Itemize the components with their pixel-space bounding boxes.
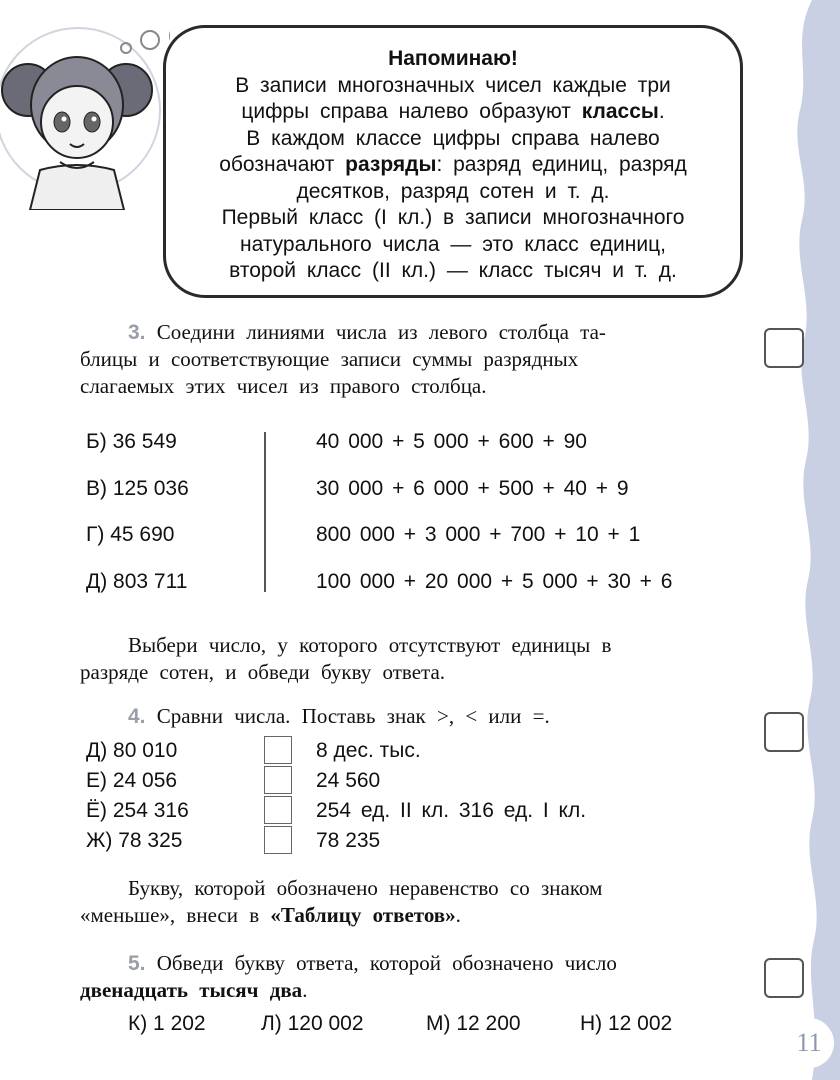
option-l[interactable]: Л) 120 002 [261,1012,364,1035]
task4-text: Сравни числа. Поставь знак >, < или =. [156,704,550,728]
sum-expression[interactable]: 800 000 + 3 000 + 700 + 10 + 1 [316,523,641,546]
sum-expression[interactable]: 100 000 + 20 000 + 5 000 + 30 + 6 [316,570,673,593]
reminder-text-fragment: цифры справа налево образуют [241,100,582,123]
option-m[interactable]: М) 12 200 [426,1012,521,1035]
reminder-line: Первый класс (I кл.) в записи многозначного [221,206,685,229]
sum-expression[interactable]: 40 000 + 5 000 + 600 + 90 [316,430,587,453]
task3-text: Соедини линиями числа из левого столбца та- [156,320,606,344]
option-k[interactable]: К) 1 202 [128,1012,206,1035]
reminder-line: В каждом классе цифры справа налево [246,126,660,150]
reminder-text-fragment: : разряд единиц, разряд [436,153,687,176]
option-g-number[interactable]: Г) 45 690 [86,523,175,546]
sum-expression[interactable]: 30 000 + 6 000 + 500 + 40 + 9 [316,477,629,500]
task3-line: блицы и соответствующие записи суммы разрядных [80,347,579,371]
target-number-words: двенадцать тысяч два [80,978,303,1002]
task-number: 4. [128,705,146,728]
reminder-text-fragment: . [658,100,665,123]
task5-line [80,977,307,1004]
reminder-line [165,152,741,179]
task4-followup: Букву, которой обозначено неравенство со знаком [128,876,603,900]
reminder-text [165,46,741,285]
option-n[interactable]: Н) 12 002 [580,1012,673,1035]
task4-followup [80,902,461,929]
term-ranks: разряды [345,153,437,176]
sign-input-box[interactable] [264,826,292,854]
compare-left: Д) 80 010 [86,739,178,762]
task3-line [128,319,606,346]
compare-right: 254 ед. II кл. 316 ед. I кл. [316,799,587,822]
answer-box-task4[interactable] [764,712,804,752]
compare-right: 8 дес. тыс. [316,739,421,762]
compare-right: 24 560 [316,769,381,792]
compare-left: Е) 24 056 [86,769,178,792]
task-number: 3. [128,321,146,344]
sign-input-box[interactable] [264,796,292,824]
task4-followup-text: «меньше», внеси в [80,903,271,927]
task4-line [128,703,550,730]
sign-input-box[interactable] [264,766,292,794]
reminder-line: десятков, разряд сотен и т. д. [296,179,610,203]
task-number: 5. [128,952,146,975]
girl-illustration [0,10,170,210]
reminder-line: В записи многозначных чисел каждые три [235,73,671,97]
task5-text: Обведи букву ответа, которой обозначено число [156,951,617,975]
task3-followup: разряде сотен, и обведи букву ответа. [80,660,446,684]
task3-line: слагаемых этих чисел из правого столбца. [80,374,487,398]
page-number: 11 [784,1018,834,1068]
answer-box-task3[interactable] [764,328,804,368]
answer-table-reference: «Таблицу ответов» [270,903,456,927]
reminder-line [165,99,741,126]
option-d-number[interactable]: Д) 803 711 [86,570,188,593]
compare-left: Ж) 78 325 [86,829,183,852]
reminder-text-fragment: обозначают [219,153,346,176]
reminder-line: второй класс (II кл.) — класс тысяч и т. д. [229,259,677,282]
term-classes: классы [581,100,659,123]
reminder-line: натурального числа — это класс единиц, [240,232,666,256]
task5-line [128,950,617,977]
task4-followup-text: . [455,903,461,927]
task3-followup: Выбери число, у которого отсутствуют единицы в [128,633,612,657]
task5-text: . [302,978,308,1002]
sign-input-box[interactable] [264,736,292,764]
option-v-number[interactable]: В) 125 036 [86,477,189,500]
column-divider [264,432,266,592]
compare-right: 78 235 [316,829,381,852]
option-b-number[interactable]: Б) 36 549 [86,430,177,453]
reminder-title: Напоминаю! [388,47,518,70]
decorative-edge [782,0,840,1080]
answer-box-task5[interactable] [764,958,804,998]
compare-left: Ё) 254 316 [86,799,189,822]
